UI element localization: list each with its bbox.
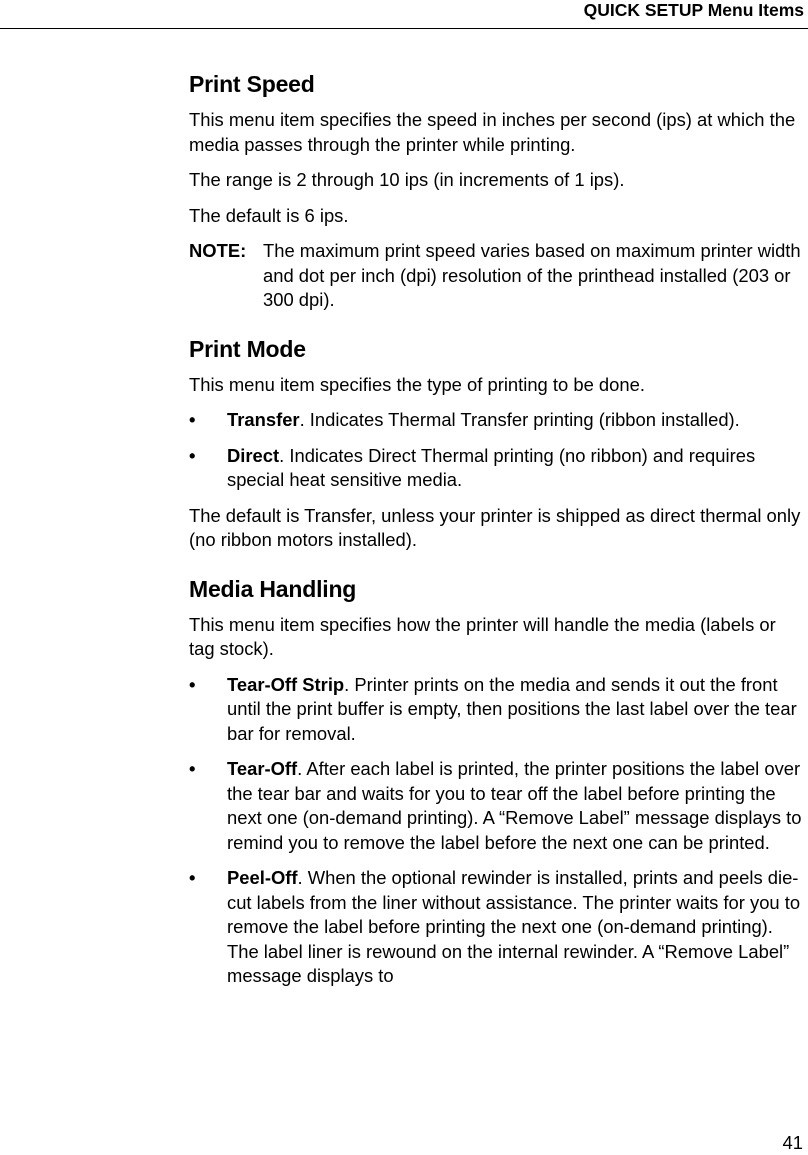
bullet-item: [189, 408, 806, 433]
section-print-mode: [189, 335, 806, 553]
bullet-icon: •: [189, 867, 196, 888]
section-heading: Print Speed: [189, 71, 315, 97]
bullet-term: Tear-Off: [227, 758, 298, 779]
bullet-item: [189, 866, 806, 989]
paragraph: This menu item specifies the type of printing to be done.: [189, 373, 645, 395]
section-media-handling: [189, 575, 806, 989]
bullet-icon: •: [189, 409, 196, 430]
bullet-text: . Indicates Direct Thermal printing (no ribbon) and requires special heat sensitive media.: [227, 444, 756, 490]
bullet-item: [189, 673, 806, 747]
bullet-text: . After each label is printed, the printer positions the label over the tear bar and waits for you to tear off the label before printing the next one (on-demand printing). A “Remove Label” message displays to remind you to remove the label before the next one can be printed.: [227, 758, 802, 853]
section-heading: Media Handling: [189, 575, 357, 602]
bullet-icon: •: [189, 673, 196, 695]
section-print-speed: [189, 70, 806, 313]
paragraph: The default is Transfer, unless your printer is shipped as direct thermal only (no ribbon motors installed).: [189, 504, 801, 550]
bullet-item: [189, 444, 806, 493]
bullet-term: Peel-Off: [227, 867, 298, 888]
page-content: [189, 70, 806, 1011]
bullet-text: . Indicates Thermal Transfer printing (ribbon installed).: [299, 409, 740, 430]
bullet-text: . When the optional rewinder is installed, prints and peels die-cut labels from the liner without assistance. The printer waits for you to remove the label before printing the next one (on-demand printing). The label liner is rewound on the internal rewinder. A “Remove Label” message displays to: [227, 867, 801, 986]
note: [189, 239, 806, 313]
bullet-icon: •: [189, 758, 196, 779]
bullet-term: Direct: [227, 444, 280, 466]
bullet-term: Tear-Off Strip: [227, 673, 345, 695]
bullet-term: Transfer: [227, 409, 300, 430]
note-label: NOTE:: [189, 240, 247, 261]
page-number: 41: [782, 1132, 803, 1153]
bullet-item: [189, 757, 806, 855]
paragraph: The default is 6 ips.: [189, 204, 349, 226]
paragraph: The range is 2 through 10 ips (in increments of 1 ips).: [189, 169, 625, 190]
header-title: QUICK SETUP Menu Items: [583, 0, 804, 20]
bullet-icon: •: [189, 444, 196, 466]
bullet-text: . Printer prints on the media and sends it out the front until the print buffer is empty, then positions the last label over the tear bar for removal.: [227, 673, 797, 744]
note-text: The maximum print speed varies based on maximum printer width and dot per inch (dpi) resolution of the printhead installed (203 or 300 dpi).: [263, 240, 801, 310]
paragraph: This menu item specifies the speed in inches per second (ips) at which the media passes through the printer while printing.: [189, 109, 796, 155]
section-heading: Print Mode: [189, 335, 306, 362]
paragraph: This menu item specifies how the printer will handle the media (labels or tag stock).: [189, 613, 776, 659]
page-header: [0, 0, 808, 29]
